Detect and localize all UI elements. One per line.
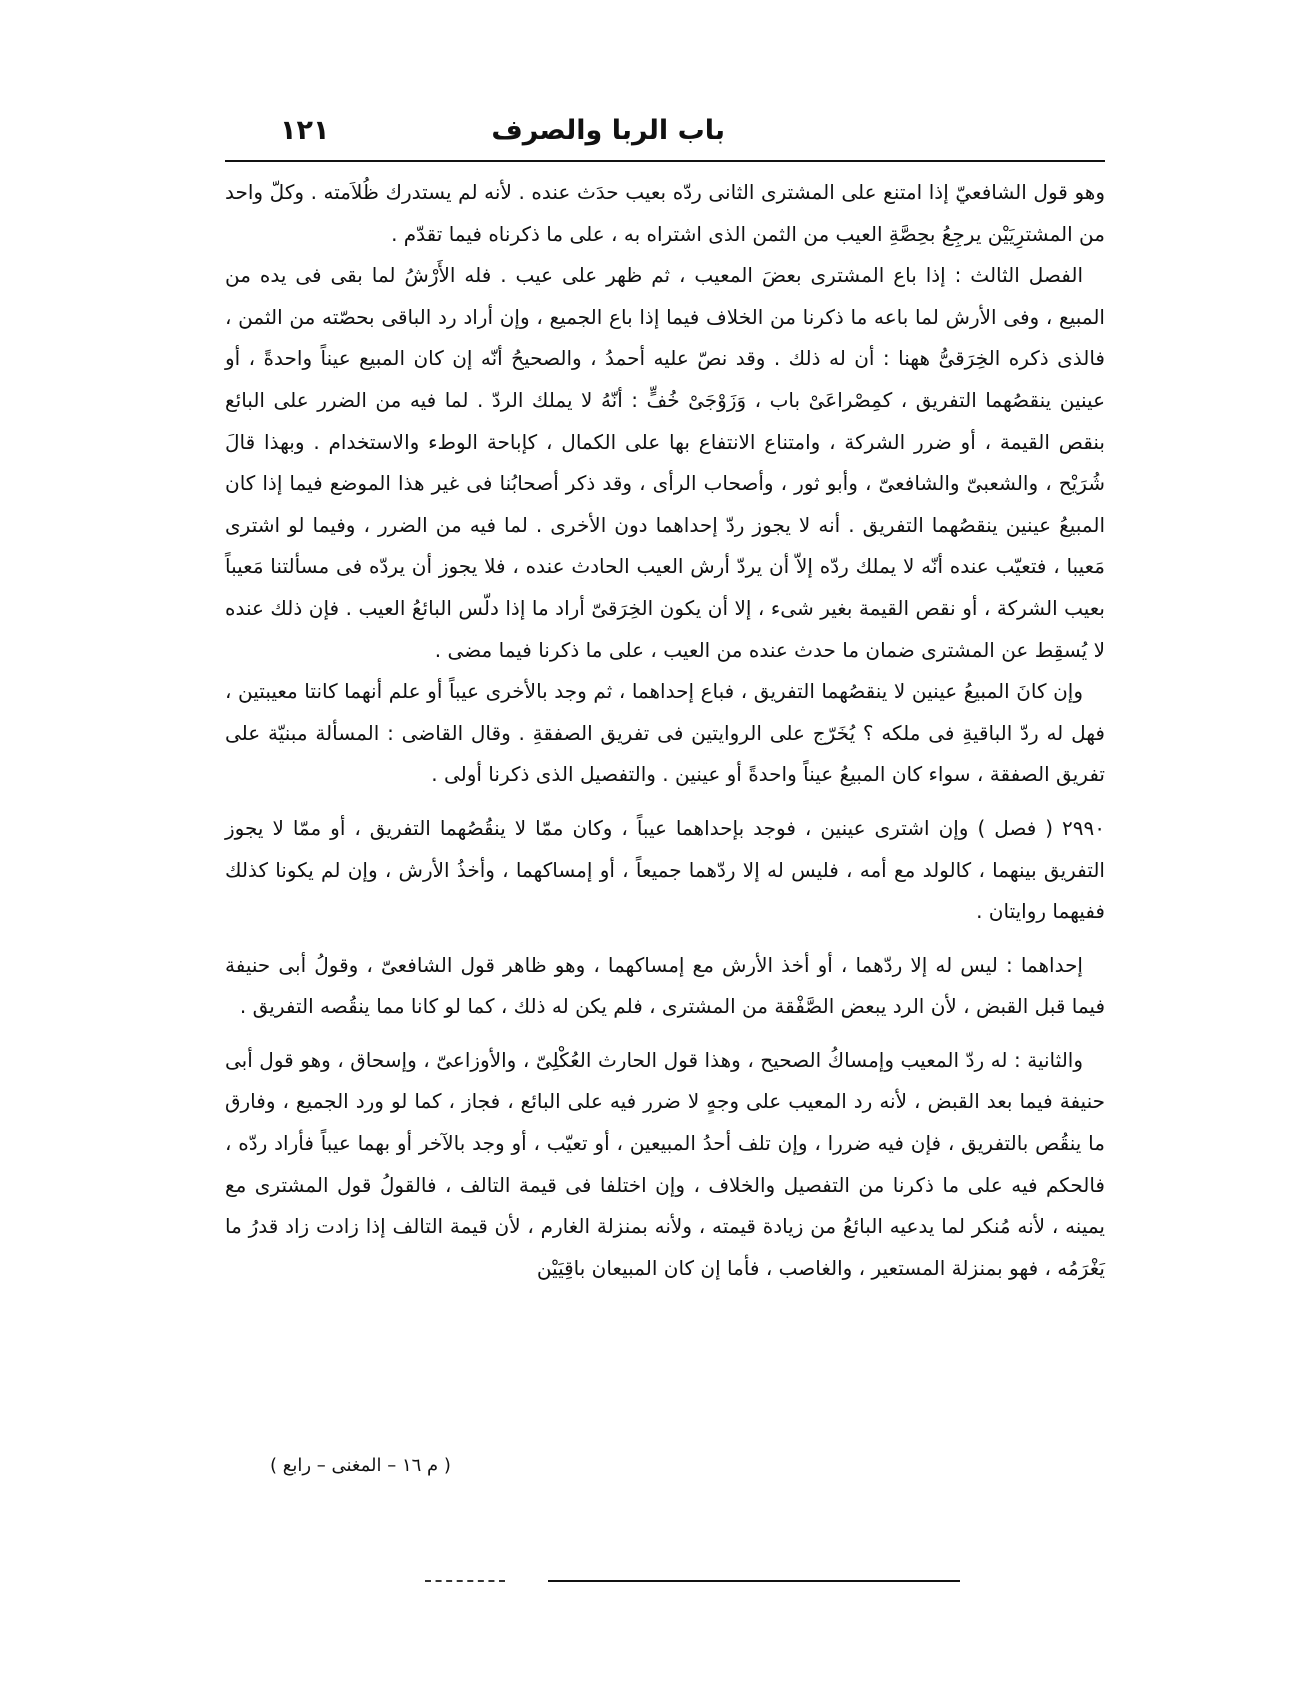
header-divider: [225, 160, 1105, 162]
paragraph-two-items: وإن كانَ المبيعُ عينين لا ينقصُهما التفريق ، فباع إحداهما ، ثم وجد بالأخرى عيباً أو علم أنهما كانتا معيبتين ، فهل له ردّ الباقيةِ فى ملكه ؟ يُخَرّج على الروايتين فى تفريق الصفقةِ . وقال القاضى : المسألة مبنيّة على تفريق الصفقة ، سواء كان المبيعُ عيناً واحدةً أو عينين . والتفصيل الذى ذكرنا أولى .: [225, 679, 1105, 787]
page-header: [225, 105, 1105, 155]
signature-note: ( م ١٦ – المغنى – رابع ): [270, 1455, 451, 1476]
footer-divider: [548, 1580, 960, 1582]
body-text: [225, 172, 1105, 1289]
paragraph-section-2990: ٢٩٩٠ ( فصل ) وإن اشترى عينين ، فوجد بإحداهما عيباً ، وكان ممّا لا ينقُصُهما التفريق ، أو ممّا لا يجوز التفريق بينهما ، كالولد مع أمه ، فليس له إلا ردّهما جميعاً ، أو إمساكهما ، وأخذُ الأرش ، وإن لم يكونا كذلك ففيهما روايتان .: [225, 815, 1105, 924]
paragraph-third-section: الفصل الثالث : إذا باع المشترى بعضَ المعيب ، ثم ظهر على عيب . فله الأَرْشُ لما بقى فى يده من المبيع ، وفى الأرش لما باعه ما ذكرنا من الخلاف فيما إذا باع الجميع ، وإن أراد رد الباقى بحصّته من الثمن ، فالذى ذكره الخِرَقىُّ ههنا : أن له ذلك . وقد نصّ عليه أحمدُ ، والصحيحُ أنّه إن كان المبيع عيناً واحدةً ، أو عينين ينقصُهما التفريق ، كمِصْراعَىْ باب ، وَزَوْجَىْ خُفٍّ : أنّهُ لا يملك الردّ . لما فيه من الضرر على البائع بنقص القيمة ، أو ضرر الشركة ، وامتناع الانتفاع بها على الكمال ، كإباحة الوطء والاستخدام . وبهذا قالَ شُرَيْح ، والشعبىّ والشافعىّ ، وأبو ثور ، وأصحاب الرأى ، وقد ذكر أصحابُنا فى غير هذا الموضع فيما إذا كان المبيعُ عينين ينقصُهما التفريق . أنه لا يجوز ردّ إحداهما دون الأخرى . لما فيه من الضرر ، وفيما لو اشترى مَعيبا ، فتعيّب عنده أنّه لا يملك ردّه إلاّ أن يردّ أرش العيب الحادث عنده ، فلا يجوز أن يردّه فى مسألتنا مَعيباً بعيب الشركة ، أو نقص القيمة بغير شىء ، إلا أن يكون الخِرَقىّ أراد ما إذا دلّس البائعُ العيب . فإن ذلك عنده لا يُسقِط عن المشترى ضمان ما حدث عنده من العيب ، على ما ذكرنا فيما مضى .: [225, 263, 1105, 662]
paragraph-continuation: وهو قول الشافعيّ إذا امتنع على المشترى الثانى ردّه بعيب حدَث عنده . لأنه لم يستدرك ظُلاَمته . وكلّ واحد من المشترِيَيْن يرجِعُ بحِصَّةِ العيب من الثمن الذى اشتراه به ، على ما ذكرناه فيما تقدّم .: [225, 180, 1105, 246]
paragraph-first-narration: إحداهما : ليس له إلا ردّهما ، أو أخذ الأرش مع إمساكهما ، وهو ظاهر قول الشافعىّ ، وقولُ أبى حنيفة فيما قبل القبض ، لأن الرد يبعض الصَّفْقة من المشترى ، فلم يكن له ذلك ، كما لو كانا مما ينقُصه التفريق .: [225, 952, 1105, 1019]
chapter-title: باب الربا والصرف: [491, 115, 725, 146]
footer-dashes: [425, 1580, 505, 1582]
paragraph-second-narration: والثانية : له ردّ المعيب وإمساكُ الصحيح ، وهذا قول الحارث العُكْلِىّ ، والأوزاعىّ ، وإسحاق ، وهو قول أبى حنيفة فيما بعد القبض ، لأنه رد المعيب على وجهٍ لا ضرر فيه على البائع ، فجاز ، كما لو ورد الجميع ، وفارق ما ينقُص بالتفريق ، فإن فيه ضررا ، وإن تلف أحدُ المبيعين ، أو تعيّب ، أو وجد بالآخر أو بهما عيباً فأراد ردّه ، فالحكم فيه على ما ذكرنا من التفصيل والخلاف ، وإن اختلفا فى قيمة التالف ، فالقولُ قول المشترى مع يمينه ، لأنه مُنكر لما يدعيه البائعُ من زيادة قيمته ، ولأنه بمنزلة الغارم ، لأن قيمة التالف إذا زادت زاد قدرُ ما يَغْرَمُه ، فهو بمنزلة المستعير ، والغاصب ، فأما إن كان المبيعان باقِيَيْن: [225, 1047, 1105, 1280]
page-number: ١٢١: [280, 115, 330, 146]
